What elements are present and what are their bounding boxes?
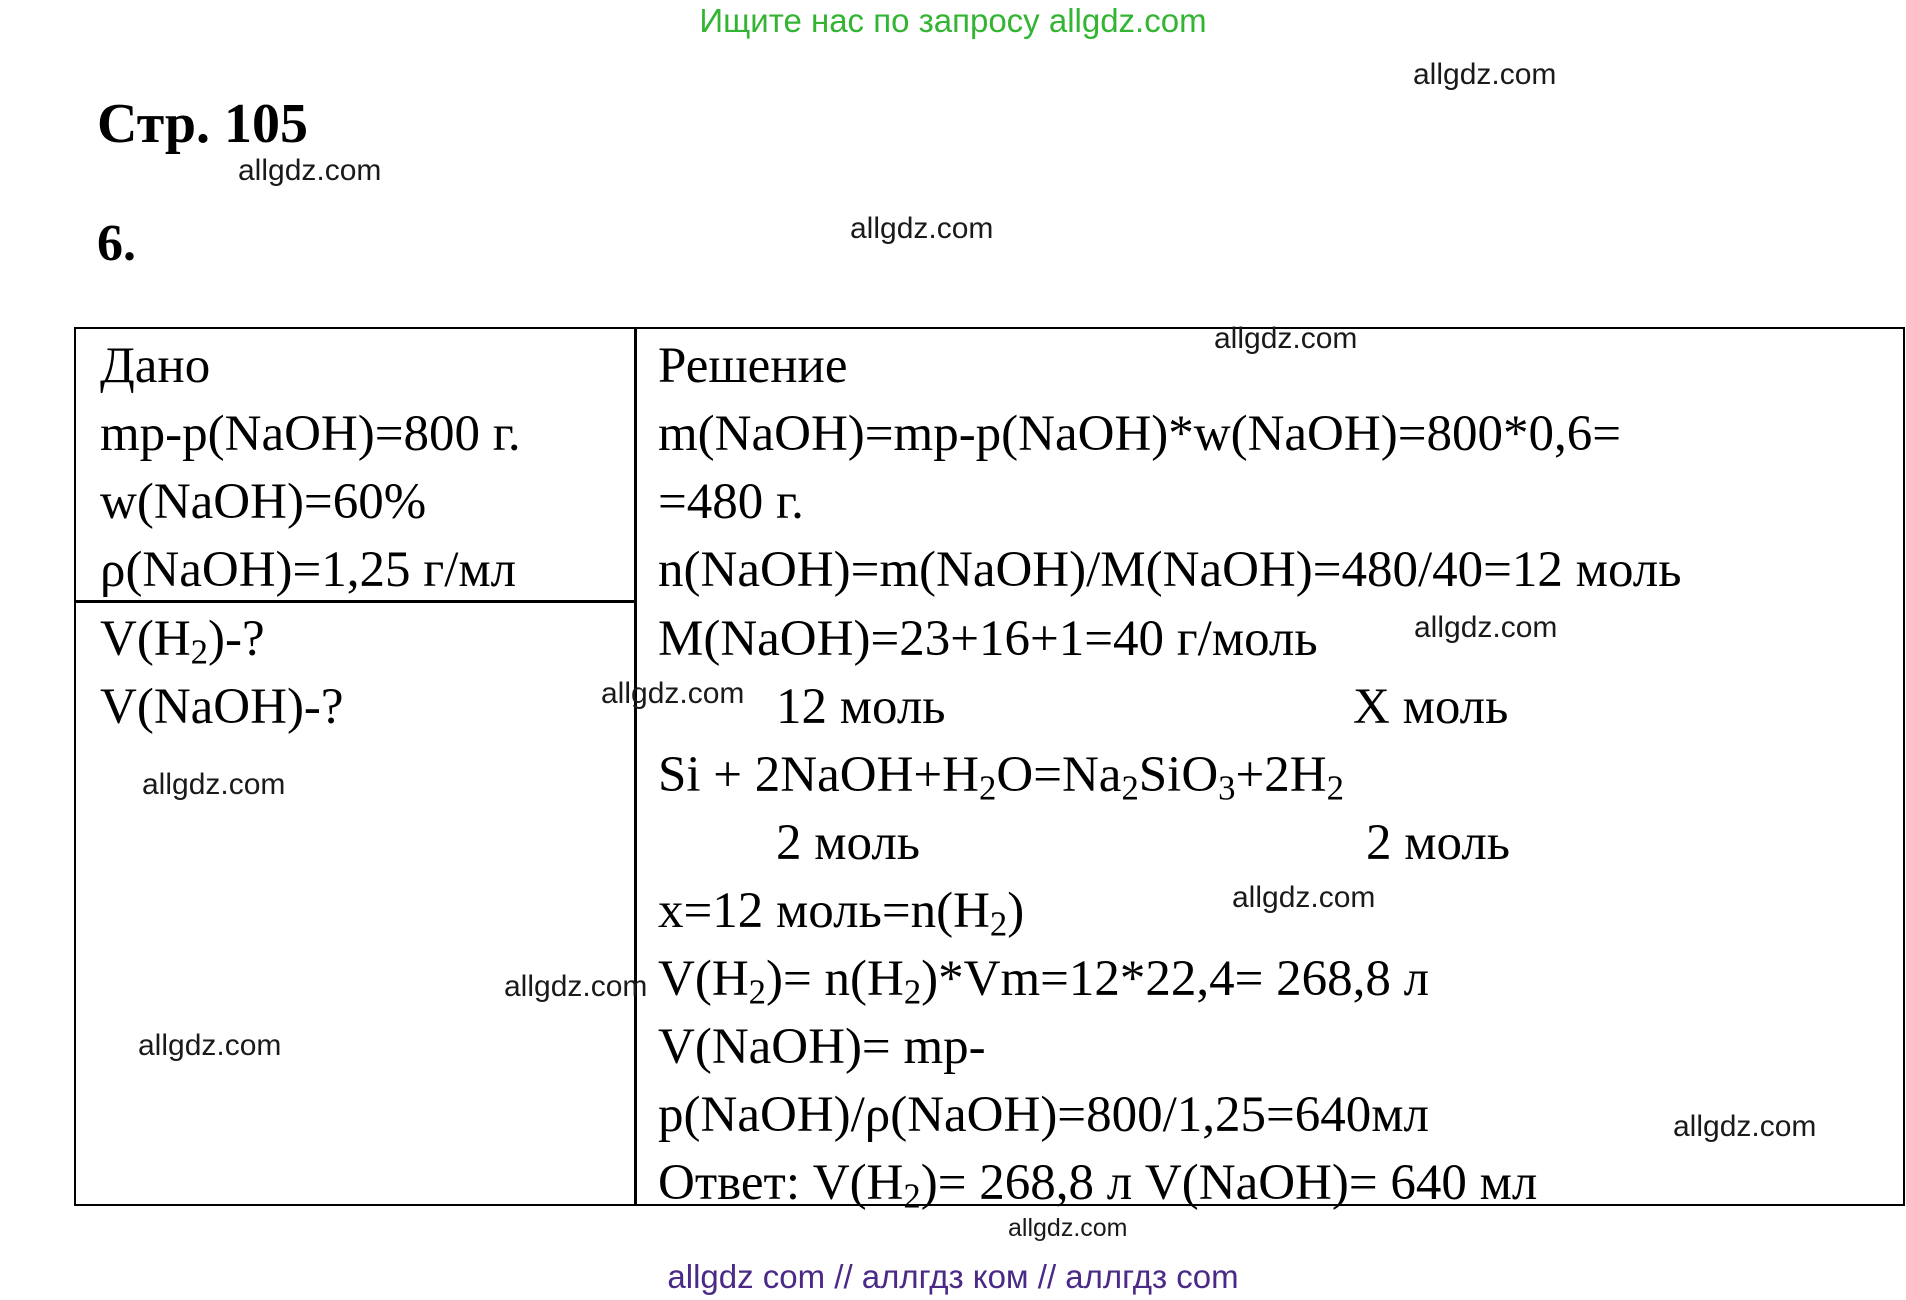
given-line: ρ(NaOH)=1,25 г/мл: [100, 542, 517, 598]
solution-title: Решение: [658, 338, 848, 394]
answer-line: Ответ: $V(H_2)= 268,8$ л V(NaOH)= 640 мл: [658, 1155, 1538, 1216]
watermark: allgdz.com: [1414, 611, 1558, 644]
given-line: w(NaOH)=60%: [100, 474, 427, 530]
reaction-equation: $Si + 2NaOH+H_2O=Na_2SiO_3+2H_2$: [658, 747, 1344, 808]
column-divider: [634, 329, 637, 1204]
mole-below-h2: 2 моль: [1366, 815, 1511, 871]
solution-line: $V(H_2)= n(H_2)*Vm=12*22,4= 268,8$ л: [658, 951, 1430, 1012]
solution-line: V(NaOH)= mр-: [658, 1019, 986, 1075]
watermark: allgdz.com: [850, 212, 994, 245]
page-heading: Стр. 105: [97, 93, 309, 155]
watermark: allgdz.com: [1673, 1110, 1817, 1143]
solution-line: M(NaOH)=23+16+1=40 г/моль: [658, 611, 1318, 667]
footer-links[interactable]: allgdz com // аллгдз ком // аллгдз com: [667, 1258, 1239, 1295]
site-banner: Ищите нас по запросу allgdz.com: [699, 2, 1207, 39]
given-divider: [76, 600, 636, 603]
solution-line: x=12 $моль=n(H_2)$: [658, 883, 1025, 944]
watermark: allgdz.com: [504, 970, 648, 1003]
given-line: mр-р(NaOH)=800 г.: [100, 406, 521, 462]
solution-line: р(NaOH)/ρ(NaOH)=800/1,25=640мл: [658, 1087, 1429, 1143]
solution-line: =480 г.: [658, 474, 804, 530]
task-number: 6.: [97, 215, 136, 272]
watermark: allgdz.com: [1008, 1214, 1128, 1242]
mole-above-h2: X моль: [1353, 679, 1509, 735]
mole-above-naoh: 12 моль: [776, 679, 946, 735]
watermark: allgdz.com: [1232, 881, 1376, 914]
watermark: allgdz.com: [1214, 322, 1358, 355]
watermark: allgdz.com: [142, 768, 286, 801]
watermark: allgdz.com: [601, 677, 745, 710]
find-h2-volume: $V(H_2)-$?: [100, 611, 265, 672]
find-naoh-volume: V(NaOH)-?: [100, 679, 344, 735]
solution-line: m(NaOH)=mр-р(NaOH)*w(NaOH)=800*0,6=: [658, 406, 1621, 462]
solution-line: n(NaOH)=m(NaOH)/M(NaOH)=480/40=12 моль: [658, 542, 1682, 598]
given-title: Дано: [100, 338, 211, 394]
watermark: allgdz.com: [1413, 58, 1557, 91]
watermark: allgdz.com: [138, 1029, 282, 1062]
solution-table: [74, 327, 1905, 1216]
mole-below-naoh: 2 моль: [776, 815, 921, 871]
watermark: allgdz.com: [238, 154, 382, 187]
